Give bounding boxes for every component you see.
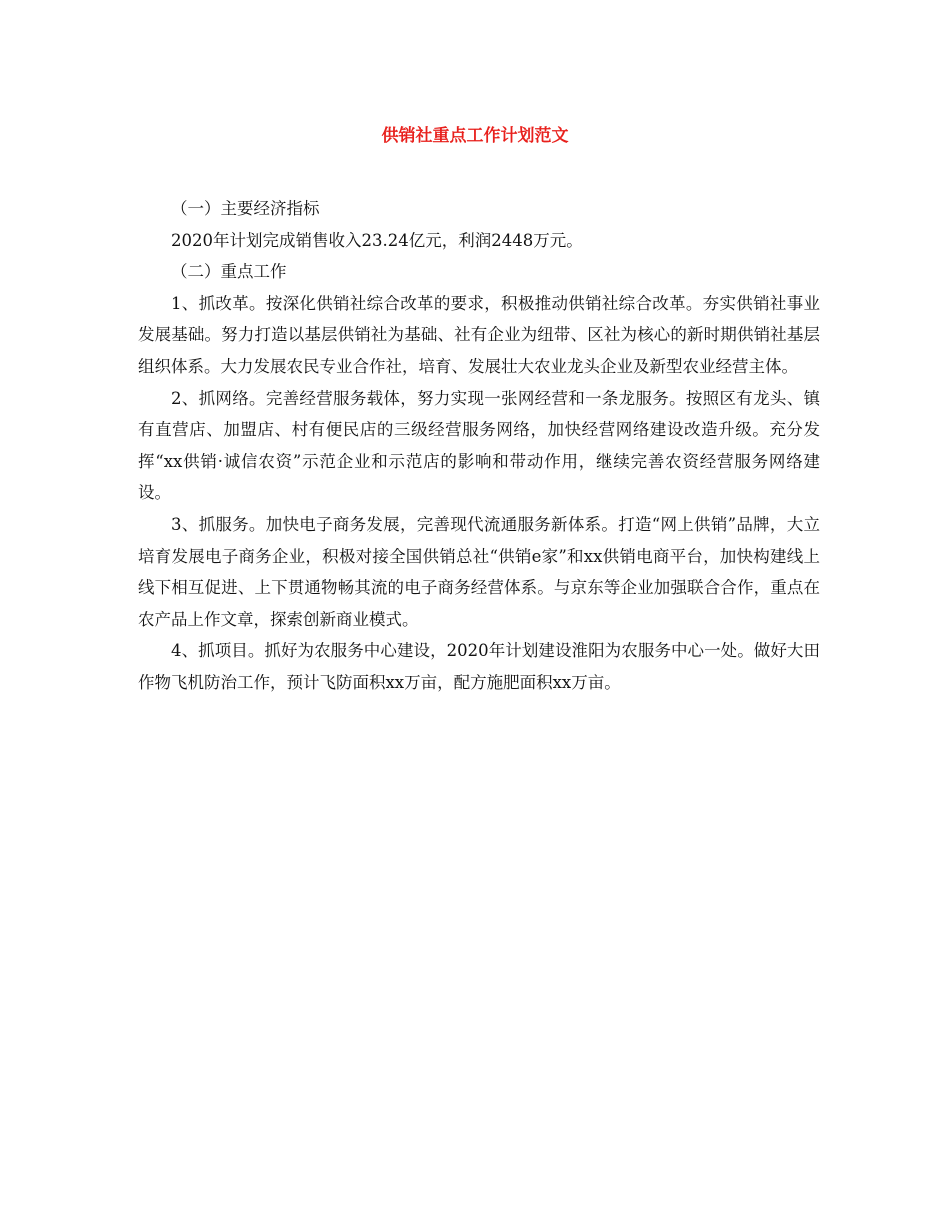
document-title: 供销社重点工作计划范文 — [381, 126, 569, 146]
paragraph-projects: 4、抓项目。抓好为农服务中心建设，2020年计划建设淮阳为农服务中心一处。做好大田作物飞机防治工作，预计飞防面积xx万亩，配方施肥面积xx万亩。 — [138, 641, 820, 692]
paragraph-economic-targets: 2020年计划完成销售收入23.24亿元，利润2448万元。 — [171, 230, 583, 250]
section-heading-economic-indicators: （一）主要经济指标 — [171, 199, 320, 218]
paragraph-network: 2、抓网络。完善经营服务载体，努力实现一张网经营和一条龙服务。按照区有龙头、镇有直营店、加盟店、村有便民店的三级经营服务网络，加快经营网络建设改造升级。充分发挥“xx供销·诚信农资”示范企业和示范店的影响和带动作用，继续完善农资经营服务网络建设。 — [138, 388, 820, 503]
paragraph-service: 3、抓服务。加快电子商务发展，完善现代流通服务新体系。打造“网上供销”品牌，大立培育发展电子商务企业，积极对接全国供销总社“供销e家”和xx供销电商平台，加快构建线上线下相互促进、上下贯通物畅其流的电子商务经营体系。与京东等企业加强联合合作，重点在农产品上作文章，探索创新商业模式。 — [138, 514, 820, 629]
document-body — [138, 193, 820, 699]
section-heading-key-work: （二）重点工作 — [171, 262, 287, 282]
paragraph-reform: 1、抓改革。按深化供销社综合改革的要求，积极推动供销社综合改革。夯实供销社事业发展基础。努力打造以基层供销社为基础、社有企业为纽带、区社为核心的新时期供销社基层组织体系。大力发展农民专业合作社，培育、发展壮大农业龙头企业及新型农业经营主体。 — [138, 293, 820, 376]
